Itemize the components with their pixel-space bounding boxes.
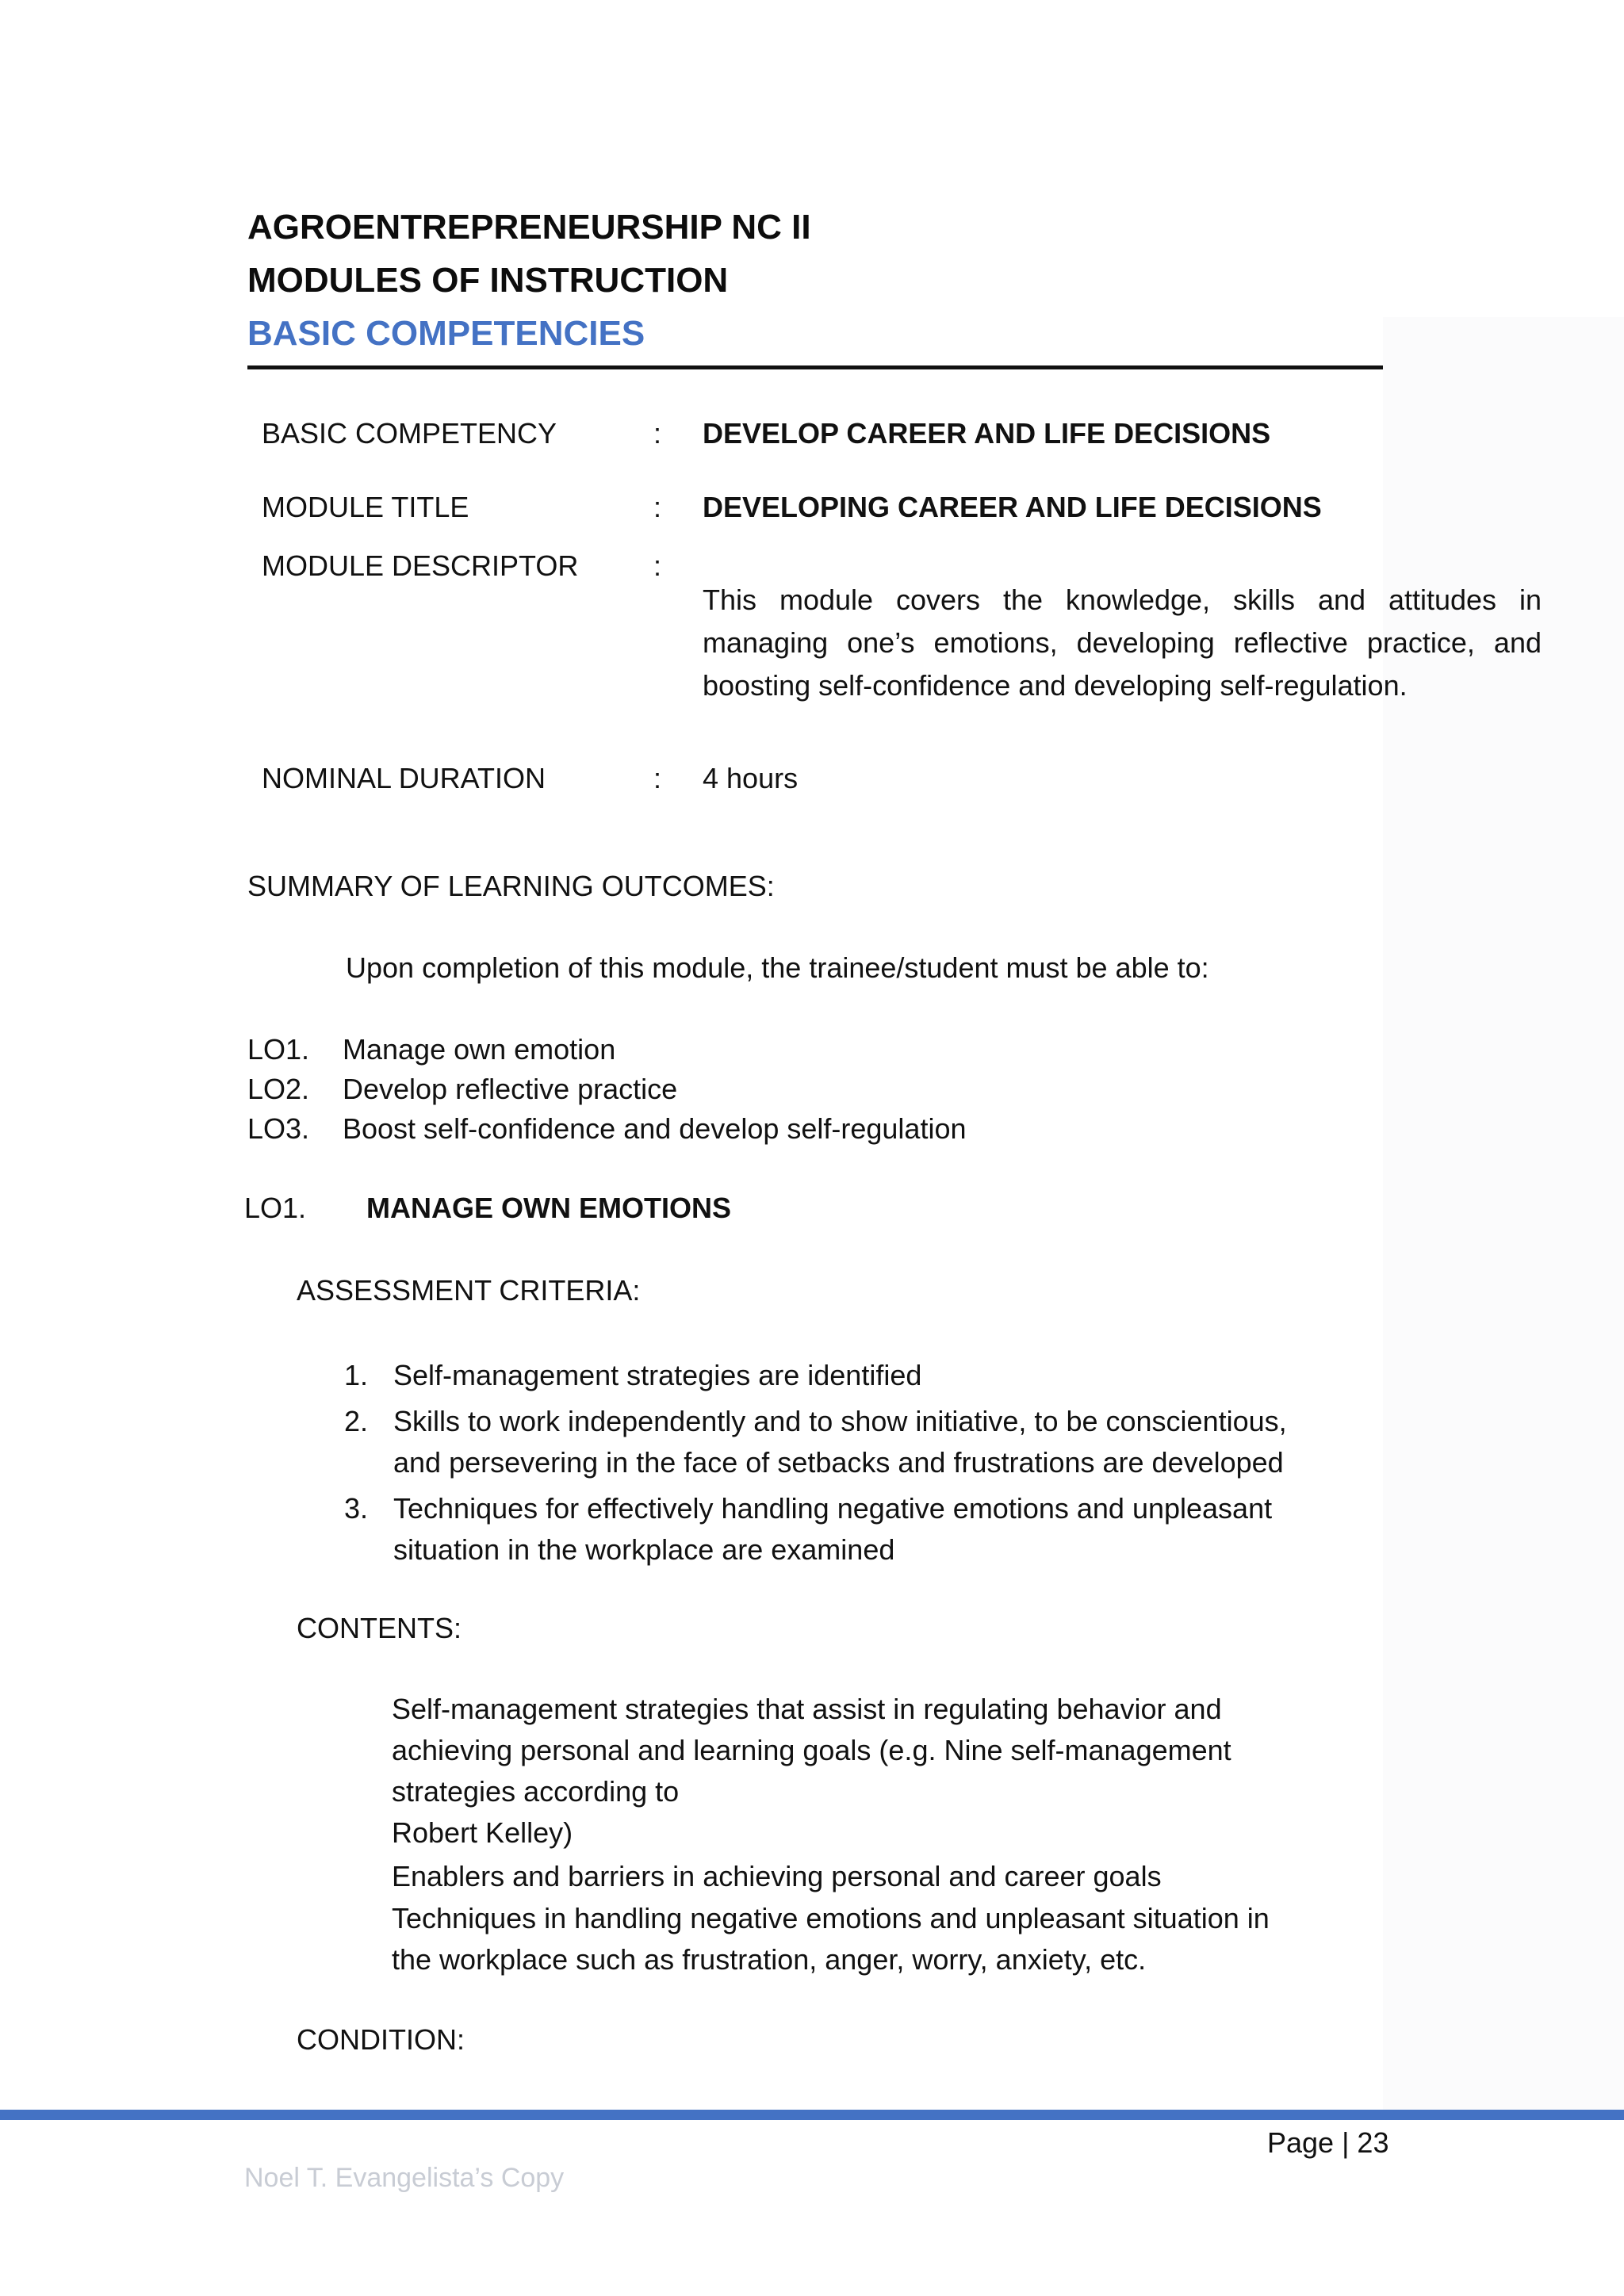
footer-band — [0, 2110, 1624, 2120]
contents-line: the workplace such as frustration, anger, worry, anxiety, etc. — [392, 1943, 1147, 1976]
module-title-label: MODULE TITLE — [262, 491, 469, 523]
criterion-number: 3. — [344, 1492, 369, 1525]
contents-line: Techniques in handling negative emotions and unpleasant situation in — [392, 1902, 1270, 1934]
outcome-text: Manage own emotion — [343, 1033, 616, 1066]
document-subtitle: MODULES OF INSTRUCTION — [247, 261, 729, 300]
watermark: Noel T. Evangelista’s Copy — [244, 2163, 565, 2193]
criterion-text: and persevering in the face of setbacks and frustrations are developed — [393, 1446, 1284, 1479]
contents-line: Self-management strategies that assist in regulating behavior and — [392, 1693, 1222, 1725]
criterion-text: Self-management strategies are identified — [393, 1359, 922, 1391]
summary-heading: SUMMARY OF LEARNING OUTCOMES: — [247, 870, 775, 902]
contents-line: strategies according to — [392, 1775, 680, 1808]
outcome-code: LO3. — [247, 1112, 310, 1145]
page-number: Page | 23 — [1267, 2126, 1389, 2159]
module-descriptor-value: This module covers the knowledge, skills and attitudes in managing one’s emotions, developing reflective practice, and boosting self-confidence and developing self-regulation. — [703, 584, 1542, 702]
section-heading: BASIC COMPETENCIES — [247, 314, 645, 353]
lo1-code: LO1. — [244, 1192, 307, 1224]
criterion-text: Techniques for effectively handling negative emotions and unpleasant — [393, 1492, 1273, 1525]
module-title-colon: : — [653, 491, 662, 523]
contents-line: Enablers and barriers in achieving personal and career goals — [392, 1860, 1162, 1892]
module-title-value: DEVELOPING CAREER AND LIFE DECISIONS — [703, 491, 1322, 523]
module-descriptor-colon: : — [653, 549, 662, 582]
criterion-text: Skills to work independently and to show initiative, to be conscientious, — [393, 1405, 1287, 1437]
outcome-code: LO1. — [247, 1033, 310, 1066]
assessment-criteria-heading: ASSESSMENT CRITERIA: — [297, 1274, 641, 1307]
header-rule — [247, 365, 1383, 369]
contents-line: Robert Kelley) — [392, 1816, 573, 1849]
outcome-code: LO2. — [247, 1073, 310, 1105]
contents-line: achieving personal and learning goals (e.g. Nine self-management — [392, 1734, 1231, 1766]
outcome-text: Boost self-confidence and develop self-regulation — [343, 1112, 967, 1145]
document-title: AGROENTREPRENEURSHIP NC II — [247, 208, 811, 247]
summary-intro: Upon completion of this module, the trainee/student must be able to: — [346, 951, 1209, 984]
contents-heading: CONTENTS: — [297, 1612, 462, 1644]
criterion-number: 1. — [344, 1359, 369, 1391]
basic-competency-colon: : — [653, 417, 662, 450]
lo1-title: MANAGE OWN EMOTIONS — [366, 1192, 731, 1224]
basic-competency-value: DEVELOP CAREER AND LIFE DECISIONS — [703, 417, 1271, 450]
basic-competency-label: BASIC COMPETENCY — [262, 417, 557, 450]
nominal-duration-value: 4 hours — [703, 762, 799, 794]
criterion-text: situation in the workplace are examined — [393, 1533, 895, 1566]
criterion-number: 2. — [344, 1405, 369, 1437]
module-descriptor-label: MODULE DESCRIPTOR — [262, 549, 579, 582]
nominal-duration-label: NOMINAL DURATION — [262, 762, 546, 794]
condition-heading: CONDITION: — [297, 2023, 465, 2056]
nominal-duration-colon: : — [653, 762, 662, 794]
outcome-text: Develop reflective practice — [343, 1073, 678, 1105]
